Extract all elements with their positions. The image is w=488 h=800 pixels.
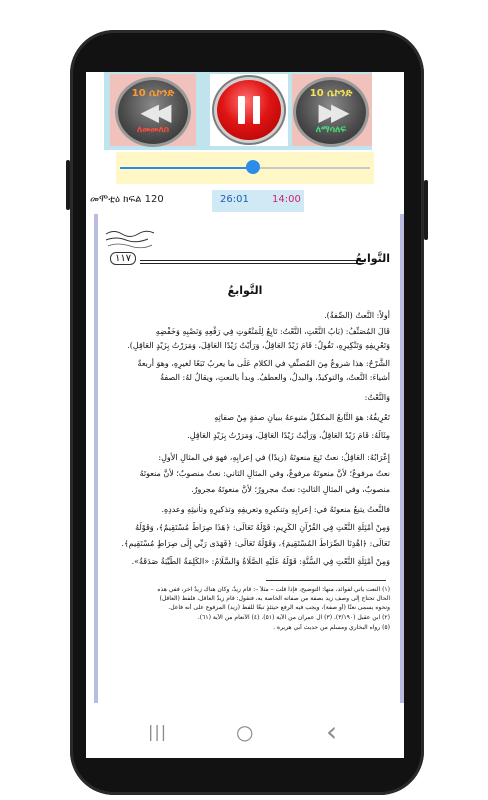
time-display bbox=[212, 190, 304, 212]
pause-panel bbox=[210, 74, 288, 146]
seek-thumb[interactable] bbox=[246, 160, 260, 174]
seek-track[interactable] bbox=[120, 167, 370, 169]
forward-panel bbox=[292, 74, 372, 146]
page-content bbox=[100, 214, 390, 703]
audio-controls bbox=[104, 72, 372, 150]
section-title: التَّوابعُ bbox=[227, 284, 263, 297]
back-icon[interactable]: ‹ bbox=[326, 715, 338, 748]
text-line: نعتٌ مرفوعٌ؛ لأنَّ منعوتَهُ مرفوعٌ، وفي المثالِ الثاني: نعتٌ منصوبٌ؛ لأنَّ منعوتَهُ bbox=[139, 469, 390, 478]
rewind-label: ለመመለስ bbox=[136, 125, 170, 135]
page-number: ١١٧ bbox=[110, 252, 136, 265]
text-line: وَمِنْ أَمْثِلَةِ النَّعْتِ فِي القُرْآنِ الكَرِيمِ: قَوْلُهُ تَعَالَى: ﴿هَذَا صِرَاطٌ مُسْتَقِيمٌ﴾، وَقَوْلُهُ bbox=[135, 523, 390, 532]
footnote-line: الحال تحتاج إلى وصف زيد بصفة من صفاته الخاصة به، فتقول: قام زيدٌ العاقل، فلفظ (العاقل) bbox=[159, 595, 390, 602]
seek-bar[interactable] bbox=[116, 152, 374, 184]
text-line: الشَّرْحُ: هذا شروعٌ مِنَ المُصنِّفِ في الكلامِ عَلَى ما يعربُ تَبَعًا لغيرِهِ، وهوَ أربعةٌ bbox=[137, 359, 390, 368]
pause-icon bbox=[238, 96, 245, 124]
power-button bbox=[424, 180, 428, 240]
app-screen bbox=[86, 72, 404, 758]
footnote-line: (٥) رواه البخاري ومسلم من حديث أبي هريرة . bbox=[273, 624, 390, 631]
forward-seconds: 10 ሴኮንድ bbox=[309, 88, 353, 99]
page-header bbox=[100, 254, 390, 268]
playback-status bbox=[86, 190, 404, 212]
current-time: 26:01 bbox=[220, 194, 249, 205]
total-time: 14:00 bbox=[272, 194, 301, 205]
forward-label: ለማሳለፍ bbox=[315, 125, 347, 135]
text-line: إِعْرَابُهُ: العَاقِلُ: نعتٌ تَبِعَ منعوتَهُ (زيدًا) في إعرابِهِ، فهوَ في المثالِ الأولِ: bbox=[158, 453, 390, 462]
footnote-line: (٢) ابن عقيل (٣/١٩٠). (٣) آل عمران من الآية (٥١). (٤) الأنعام من الآية (٦١). bbox=[197, 614, 390, 621]
text-line: فالنَّعتُ يتبعُ منعوتَهُ في: إعرابِهِ وتنكيرِهِ وتعريفِهِ وتذكيرِهِ وتأنيثِهِ وعددِهِ. bbox=[161, 505, 390, 514]
footnote-line: وتحوه يسمى نعتًا (أو صفة)، ويجب فيه الرفع حيثئذٍ تبعًا للفظ (زيد) المرفوع على أنه فاعل. bbox=[168, 604, 390, 611]
publisher-logo bbox=[104, 228, 156, 250]
chapter-label: መሞቲዕ ክፍል 120 bbox=[90, 194, 164, 205]
text-line: منصوبٌ، وفي المثالِ الثالثِ: نعتٌ مجرورٌ؛ لأنَّ منعوتَهُ مجرورٌ. bbox=[191, 485, 390, 494]
text-line: تَعْرِيفُهُ: هوَ التَّابعُ المكمِّلُ متبوعهُ ببيانِ صفةٍ مِنْ صفاتِهِ bbox=[214, 413, 390, 422]
rewind-seconds: 10 ሴኮንድ bbox=[131, 88, 175, 99]
text-line: أشياءَ: النَّعتُ، والتوكيدُ، والبدلُ، والعطفُ. وبدأَ بالنعتِ، ويقالُ لهُ: الصفةُ bbox=[160, 373, 390, 382]
home-icon[interactable]: ○ bbox=[236, 720, 254, 744]
forward-icon: ▶▶ bbox=[318, 98, 344, 126]
text-line: مِثَالُهُ: قَامَ زَيْدٌ العَاقِلُ، وَرَأَيْتُ زَيْدًا العَاقِلَ، وَمَرَرْتُ بِزَيْدٍ العَاقِلِ. bbox=[187, 431, 390, 440]
text-line: قَالَ المُصَنِّفُ: (بَابُ النَّعْتِ، النَّعْتُ: تَابِعٌ لِلْمَنْعُوتِ فِي رَفْعِهِ وَنَصْبِهِ وَخَفْضِهِ bbox=[155, 327, 390, 336]
text-line: وَتَعْرِيفِهِ وَتَنْكِيرِهِ، تَقُولُ: قَامَ زَيْدٌ العَاقِلُ، وَرَأَيْتُ زَيْدًا العَاقِلَ، وَمَرَرْتُ بِزَيْدٍ العَاقِلِ). bbox=[127, 341, 390, 350]
footnote-line: (١) النعت يأتي لفوائد، منها: التوضيح، فإذا قلت – مثلاً –: قام زيدٌ، وكان هناك زيدٌ آخر، ففي هذه bbox=[157, 586, 390, 593]
rewind-10s-button[interactable] bbox=[118, 80, 188, 144]
text-line: وَمِنْ أَمْثِلَةِ النَّعْتِ فِي السُّنَّةِ: قَوْلُهُ عَلَيْهِ الصَّلَاةُ وَالسَّلَامُ: «الكَلِمَةُ الطَّيِّبَةُ صَدَقَةٌ». bbox=[131, 557, 390, 566]
book-page[interactable] bbox=[86, 214, 404, 703]
text-line: تَعَالَى: ﴿اهْدِنَا الصِّرَاطَ المُسْتَقِيمَ﴾، وَقَوْلُهُ تَعَالَى: ﴿فَهَدَى رَبِّي إِلَى صِرَاطٍ مُسْتَقِيمٍ﴾. bbox=[121, 539, 390, 548]
pause-icon-bar bbox=[253, 96, 260, 124]
text-line: أولاً: النَّعتُ (الصِّفةُ). bbox=[324, 311, 390, 320]
text-line: وَالنَّعْتُ: bbox=[364, 393, 390, 402]
system-nav-bar bbox=[86, 708, 404, 756]
header-rule bbox=[140, 260, 364, 264]
forward-10s-button[interactable] bbox=[296, 80, 366, 144]
pause-button[interactable] bbox=[217, 80, 281, 140]
header-title: التَّوابعُ bbox=[355, 252, 390, 265]
volume-button bbox=[66, 160, 70, 210]
seek-progress bbox=[120, 167, 253, 169]
rewind-panel bbox=[110, 74, 196, 146]
recent-apps-icon[interactable]: ||| bbox=[148, 722, 168, 741]
footnote-separator bbox=[266, 580, 386, 581]
rewind-icon: ◀◀ bbox=[140, 98, 166, 126]
